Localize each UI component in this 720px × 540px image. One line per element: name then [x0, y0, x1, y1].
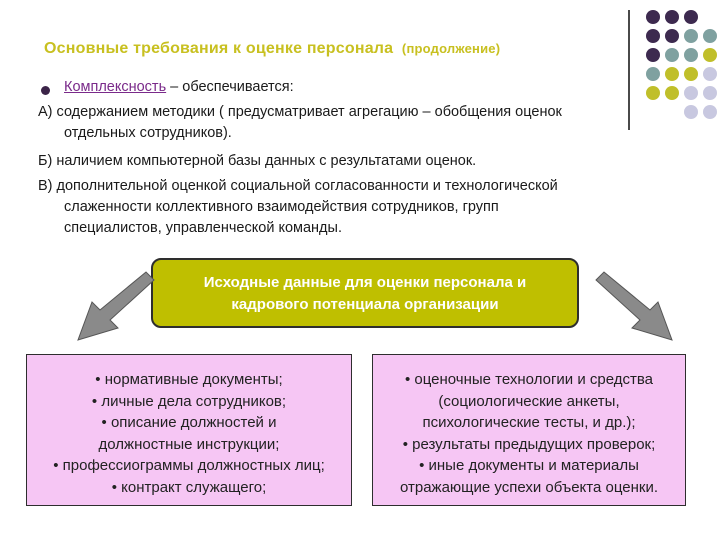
para-c-line3: специалистов, управленческой команды. — [64, 220, 342, 236]
bullet-line — [64, 79, 294, 95]
dot — [684, 86, 698, 100]
left-arrow-icon — [70, 270, 160, 345]
source-data-box — [151, 258, 579, 328]
dot — [646, 86, 660, 100]
dot — [665, 10, 679, 24]
decorative-dots — [640, 8, 720, 138]
list-item: психологические тесты, и др.); — [422, 414, 636, 431]
dot — [665, 48, 679, 62]
list-item: • результаты предыдущих проверок; — [402, 435, 656, 453]
para-c-line1: В) дополнительной оценкой социальной согласованности и технологической — [38, 178, 558, 194]
methods-box — [372, 354, 686, 506]
list-item: (социологические анкеты, — [438, 392, 620, 410]
title-main: Основные требования к оценке персонала — [44, 40, 394, 57]
dot — [703, 105, 717, 119]
dot — [703, 29, 717, 43]
page-title — [44, 40, 624, 58]
dot — [684, 10, 698, 24]
source-data-line2: кадрового потенциала организации — [231, 296, 499, 313]
para-a-line2: отдельных сотрудников). — [64, 125, 232, 141]
dot — [684, 105, 698, 119]
bullet-rest: – обеспечивается: — [166, 79, 294, 95]
dot — [684, 67, 698, 81]
dot — [684, 48, 698, 62]
title-suffix: (продолжение) — [401, 41, 501, 56]
dot — [703, 48, 717, 62]
list-item: • нормативные документы; — [95, 371, 283, 388]
bullet-term: Комплексность — [64, 79, 167, 95]
list-item: должностные инструкции; — [98, 435, 280, 453]
list-item: • иные документы и материалы — [419, 457, 639, 474]
list-item: • контракт служащего; — [111, 478, 267, 496]
dot — [684, 29, 698, 43]
dot — [665, 67, 679, 81]
dot — [703, 86, 717, 100]
para-a-line1: А) содержанием методики ( предусматривает агрегацию – обобщения оценок — [38, 104, 562, 120]
documents-box — [26, 354, 352, 506]
divider-line — [628, 10, 630, 130]
bullet-icon — [41, 86, 50, 95]
dot — [665, 29, 679, 43]
list-item: • оценочные технологии и средства — [404, 371, 654, 388]
para-b: Б) наличием компьютерной базы данных с результатами оценок. — [38, 153, 477, 169]
right-arrow-icon — [590, 270, 680, 345]
source-data-line1: Исходные данные для оценки персонала и — [203, 274, 527, 291]
dot — [646, 29, 660, 43]
dot — [703, 67, 717, 81]
list-item: • личные дела сотрудников; — [91, 392, 287, 410]
dot — [646, 67, 660, 81]
para-c-line2: слаженности коллективного взаимодействия сотрудников, групп — [64, 199, 499, 215]
dot — [646, 48, 660, 62]
list-item: • описание должностей и — [101, 414, 277, 431]
dot — [646, 10, 660, 24]
list-item: отражающие успехи объекта оценки. — [399, 478, 659, 496]
list-item: • профессиограммы должностных лиц; — [53, 457, 325, 474]
dot — [665, 86, 679, 100]
